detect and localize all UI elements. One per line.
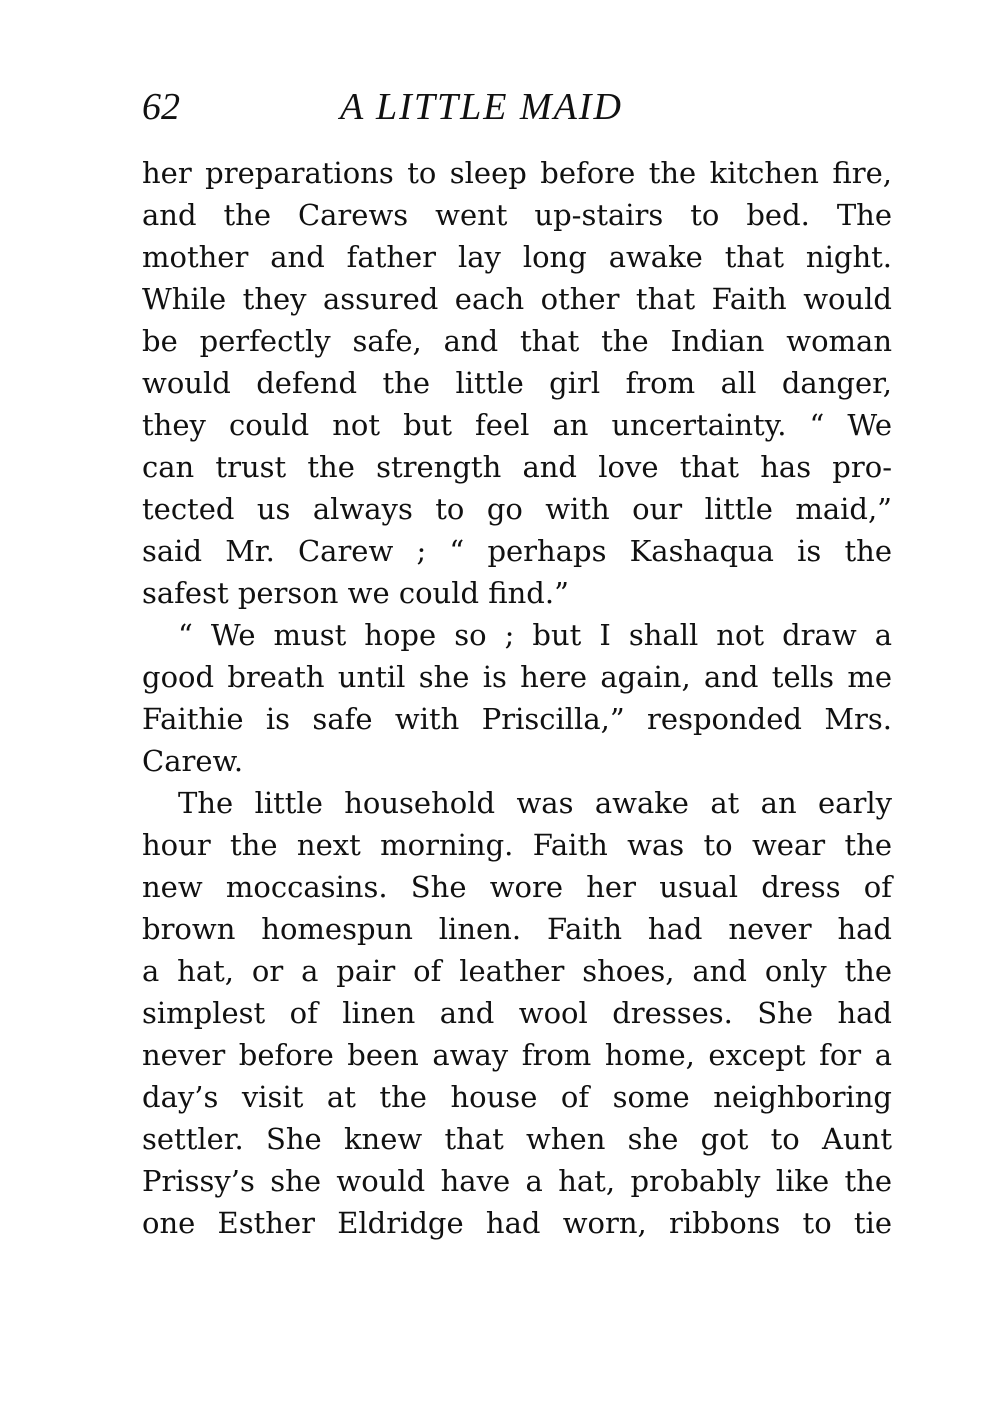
text-line: The little household was awake at an early bbox=[178, 786, 892, 820]
running-title: A LITTLE MAID bbox=[340, 86, 623, 128]
text-line: day’s visit at the house of some neighboring bbox=[142, 1080, 892, 1114]
text-line: and the Carews went up-stairs to bed. The bbox=[142, 198, 892, 232]
text-line: Carew. bbox=[142, 744, 244, 778]
text-line: “ We must hope so ; but I shall not draw a bbox=[178, 618, 892, 652]
text-line: her preparations to sleep before the kitchen fire, bbox=[142, 156, 892, 190]
text-line: Prissy’s she would have a hat, probably like the bbox=[142, 1164, 892, 1198]
text-line: hour the next morning. Faith was to wear the bbox=[142, 828, 892, 862]
text-line: a hat, or a pair of leather shoes, and only the bbox=[142, 954, 892, 988]
running-head bbox=[142, 82, 892, 132]
text-line: mother and father lay long awake that night. bbox=[142, 240, 892, 274]
text-line: tected us always to go with our little maid,” bbox=[142, 492, 892, 526]
text-line: they could not but feel an uncertainty. “ We bbox=[142, 408, 892, 442]
page-number: 62 bbox=[142, 86, 180, 128]
text-line: brown homespun linen. Faith had never had bbox=[142, 912, 892, 946]
text-line: settler. She knew that when she got to Aunt bbox=[142, 1122, 892, 1156]
text-line: never before been away from home, except for a bbox=[142, 1038, 892, 1072]
body-text bbox=[142, 152, 892, 1244]
text-line: be perfectly safe, and that the Indian woman bbox=[142, 324, 892, 358]
text-line: simplest of linen and wool dresses. She had bbox=[142, 996, 892, 1030]
text-line: safest person we could find.” bbox=[142, 576, 569, 610]
text-line: good breath until she is here again, and tells me bbox=[142, 660, 892, 694]
text-line: one Esther Eldridge had worn, ribbons to tie bbox=[142, 1206, 892, 1240]
text-line: Faithie is safe with Priscilla,” responded Mrs. bbox=[142, 702, 892, 736]
text-line: While they assured each other that Faith would bbox=[142, 282, 892, 316]
text-line: can trust the strength and love that has pro- bbox=[142, 450, 892, 484]
text-line: said Mr. Carew ; “ perhaps Kashaqua is the bbox=[142, 534, 892, 568]
text-line: new moccasins. She wore her usual dress of bbox=[142, 870, 892, 904]
text-line: would defend the little girl from all danger, bbox=[142, 366, 892, 400]
